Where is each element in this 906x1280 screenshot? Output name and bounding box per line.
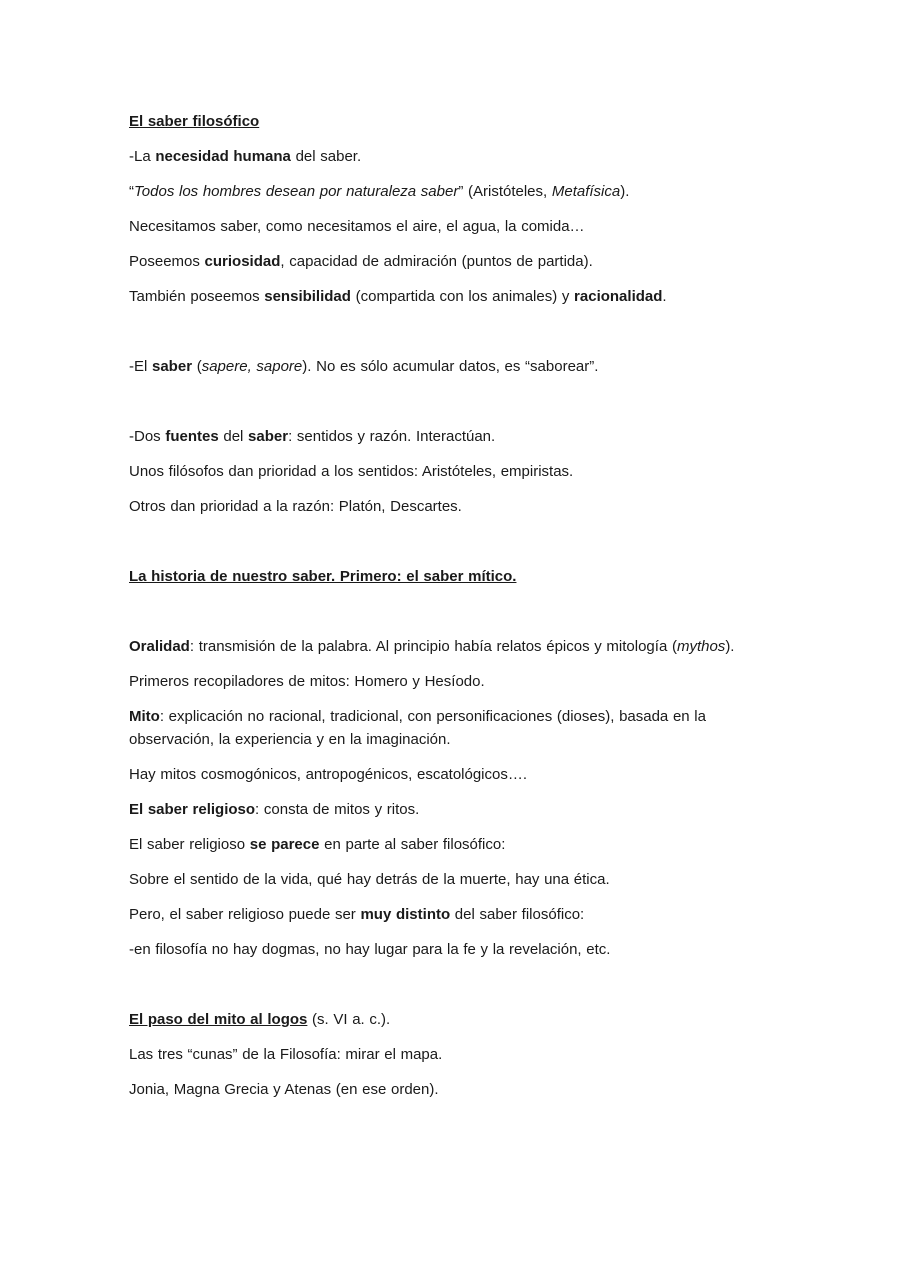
- text-run: : explicación no racional, tradicional, con personificaciones (dioses), basada en la observación, la experiencia y en la imaginación.: [129, 708, 706, 748]
- paragraph: [129, 670, 776, 693]
- paragraph: [129, 833, 776, 856]
- text-run: Pero, el saber religioso puede ser: [129, 906, 361, 923]
- paragraph: [129, 1043, 776, 1066]
- text-run: racionalidad: [574, 288, 663, 305]
- text-run: se parece: [249, 836, 320, 853]
- text-run: -Dos: [129, 428, 166, 445]
- section-heading: [129, 1008, 776, 1031]
- text-run: Jonia, Magna Grecia y Atenas (en ese orden).: [129, 1081, 439, 1098]
- text-run: Metafísica: [551, 183, 621, 200]
- paragraph: [129, 180, 776, 203]
- text-run: : transmisión de la palabra. Al principio había relatos épicos y mitología (: [189, 638, 677, 655]
- text-run: Necesitamos saber, como necesitamos el aire, el agua, la comida…: [129, 218, 585, 235]
- text-run: La historia de nuestro saber. Primero: el saber mítico.: [129, 568, 517, 585]
- text-run: El paso del mito al logos: [129, 1011, 308, 1028]
- text-run: Todos los hombres desean por naturaleza saber: [134, 183, 459, 200]
- text-run: en parte al saber filosófico:: [319, 836, 506, 853]
- paragraph: [129, 635, 776, 658]
- text-run: sensibilidad: [264, 288, 351, 305]
- text-run: saber: [248, 428, 289, 445]
- text-run: ” (Aristóteles,: [458, 183, 552, 200]
- text-run: : consta de mitos y ritos.: [255, 801, 420, 818]
- text-run: necesidad humana: [155, 148, 291, 165]
- text-run: del: [218, 428, 249, 445]
- text-run: sapere, sapore: [201, 358, 303, 375]
- text-run: También poseemos: [129, 288, 265, 305]
- paragraph-spacer: [129, 530, 776, 565]
- paragraph: [129, 938, 776, 961]
- text-run: , capacidad de admiración (puntos de partida).: [280, 253, 593, 270]
- paragraph-spacer: [129, 973, 776, 1008]
- text-run: fuentes: [165, 428, 219, 445]
- paragraph-spacer: [129, 320, 776, 355]
- paragraph: [129, 425, 776, 448]
- text-run: Sobre el sentido de la vida, qué hay detrás de la muerte, hay una ética.: [129, 871, 610, 888]
- text-run: El saber filosófico: [129, 113, 260, 130]
- text-run: Mito: [129, 708, 160, 725]
- text-run: (: [192, 358, 202, 375]
- paragraph: [129, 1078, 776, 1101]
- paragraph: [129, 495, 776, 518]
- text-run: Hay mitos cosmogónicos, antropogénicos, escatológicos….: [129, 766, 528, 783]
- text-run: Poseemos: [129, 253, 205, 270]
- text-run: curiosidad: [204, 253, 281, 270]
- text-run: (s. VI a. c.).: [307, 1011, 391, 1028]
- section-heading: [129, 110, 776, 133]
- text-run: Unos filósofos dan prioridad a los sentidos: Aristóteles, empiristas.: [129, 463, 574, 480]
- text-run: saber: [152, 358, 193, 375]
- paragraph: [129, 145, 776, 168]
- text-run: ).: [620, 183, 630, 200]
- text-run: Primeros recopiladores de mitos: Homero y Hesíodo.: [129, 673, 485, 690]
- paragraph: [129, 903, 776, 926]
- text-run: muy distinto: [360, 906, 451, 923]
- text-run: del saber filosófico:: [450, 906, 585, 923]
- text-run: Las tres “cunas” de la Filosofía: mirar el mapa.: [129, 1046, 443, 1063]
- paragraph: [129, 215, 776, 238]
- text-run: -La: [129, 148, 156, 165]
- text-run: -El: [129, 358, 152, 375]
- text-run: -en filosofía no hay dogmas, no hay lugar para la fe y la revelación, etc.: [129, 941, 611, 958]
- text-run: mythos: [676, 638, 726, 655]
- text-run: (compartida con los animales) y: [350, 288, 575, 305]
- paragraph: [129, 460, 776, 483]
- paragraph-spacer: [129, 600, 776, 635]
- paragraph: [129, 705, 776, 751]
- text-run: .: [662, 288, 667, 305]
- paragraph-spacer: [129, 390, 776, 425]
- text-run: El saber religioso: [129, 836, 250, 853]
- text-run: ). No es sólo acumular datos, es “saborear”.: [302, 358, 599, 375]
- text-run: Otros dan prioridad a la razón: Platón, Descartes.: [129, 498, 462, 515]
- paragraph: [129, 798, 776, 821]
- paragraph: [129, 763, 776, 786]
- paragraph: [129, 355, 776, 378]
- text-run: del saber.: [290, 148, 362, 165]
- paragraph: [129, 250, 776, 273]
- section-heading: [129, 565, 776, 588]
- text-run: “: [129, 183, 134, 200]
- text-run: Oralidad: [129, 638, 190, 655]
- text-run: ).: [725, 638, 735, 655]
- paragraph: [129, 285, 776, 308]
- paragraph: [129, 868, 776, 891]
- text-run: El saber religioso: [129, 801, 256, 818]
- text-run: : sentidos y razón. Interactúan.: [288, 428, 496, 445]
